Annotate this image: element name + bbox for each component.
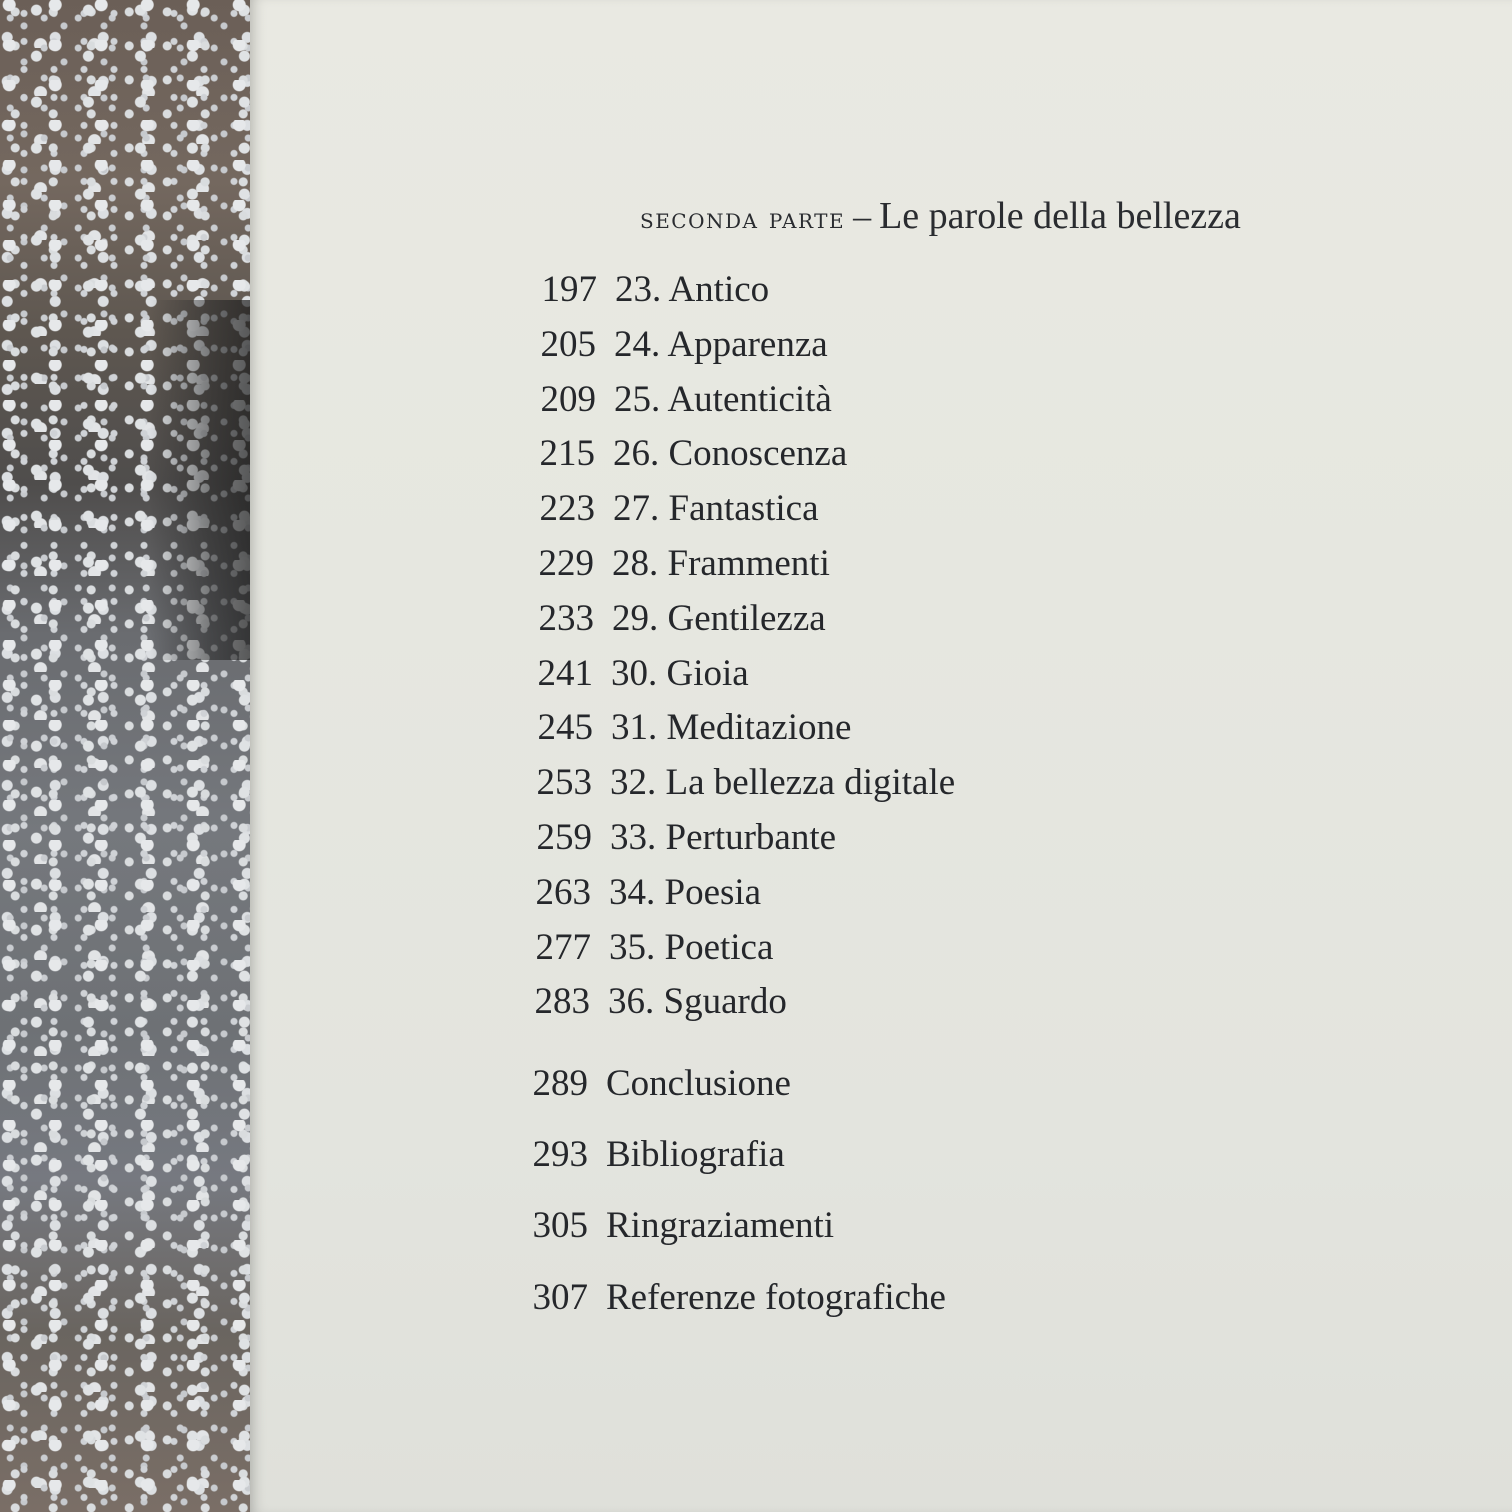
toc-chapter-title: 23. Antico (615, 269, 770, 310)
section-heading (640, 194, 1241, 238)
toc-page-number: 197 (541, 269, 597, 310)
toc-back-matter-title: Conclusione (606, 1063, 791, 1104)
toc-page-number: 283 (534, 981, 590, 1022)
toc-chapter-title: 26. Conoscenza (613, 433, 848, 474)
toc-page-number: 209 (540, 379, 596, 420)
toc-back-matter-title: Bibliografia (606, 1134, 785, 1175)
toc-page-number: 263 (535, 872, 591, 913)
toc-chapter-title: 31. Meditazione (611, 707, 852, 748)
photo-shadow (150, 300, 250, 660)
toc-chapter-title: 36. Sguardo (608, 981, 787, 1022)
toc-chapter-title: 34. Poesia (609, 872, 762, 913)
toc-chapter-title: 35. Poetica (609, 927, 774, 968)
toc-chapter-title: 24. Apparenza (614, 324, 828, 365)
toc-page-number: 293 (532, 1134, 588, 1175)
toc-chapter-title: 32. La bellezza digitale (610, 762, 956, 803)
toc-page-number: 229 (538, 543, 594, 584)
toc-chapter-title: 29. Gentilezza (612, 598, 826, 639)
section-dash: – (853, 196, 872, 236)
section-title: Le parole della bellezza (879, 195, 1241, 237)
toc-page-number: 241 (537, 653, 593, 694)
book-page (250, 0, 1512, 1512)
toc-chapter-title: 33. Perturbante (610, 817, 837, 858)
cover-photo-strip (0, 0, 250, 1512)
toc-page-number: 307 (532, 1277, 588, 1318)
toc-chapter-title: 30. Gioia (611, 653, 749, 694)
toc-page-number: 205 (540, 324, 596, 365)
toc-page-number: 259 (536, 817, 592, 858)
toc-page-number: 289 (532, 1063, 588, 1104)
toc-page-number: 277 (535, 927, 591, 968)
toc-page-number: 245 (537, 707, 593, 748)
toc-page-number: 305 (532, 1205, 588, 1246)
toc-page-number: 215 (539, 433, 595, 474)
toc-chapter-title: 28. Frammenti (612, 543, 830, 584)
toc-page-number: 223 (539, 488, 595, 529)
toc-page-number: 253 (536, 762, 592, 803)
toc-back-matter-title: Ringraziamenti (606, 1205, 835, 1246)
toc-chapter-title: 25. Autenticità (614, 379, 832, 420)
section-label: seconda parte (640, 202, 846, 235)
toc-page-number: 233 (538, 598, 594, 639)
toc-chapter-title: 27. Fantastica (613, 488, 819, 529)
toc-back-matter-title: Referenze fotografiche (606, 1277, 946, 1318)
